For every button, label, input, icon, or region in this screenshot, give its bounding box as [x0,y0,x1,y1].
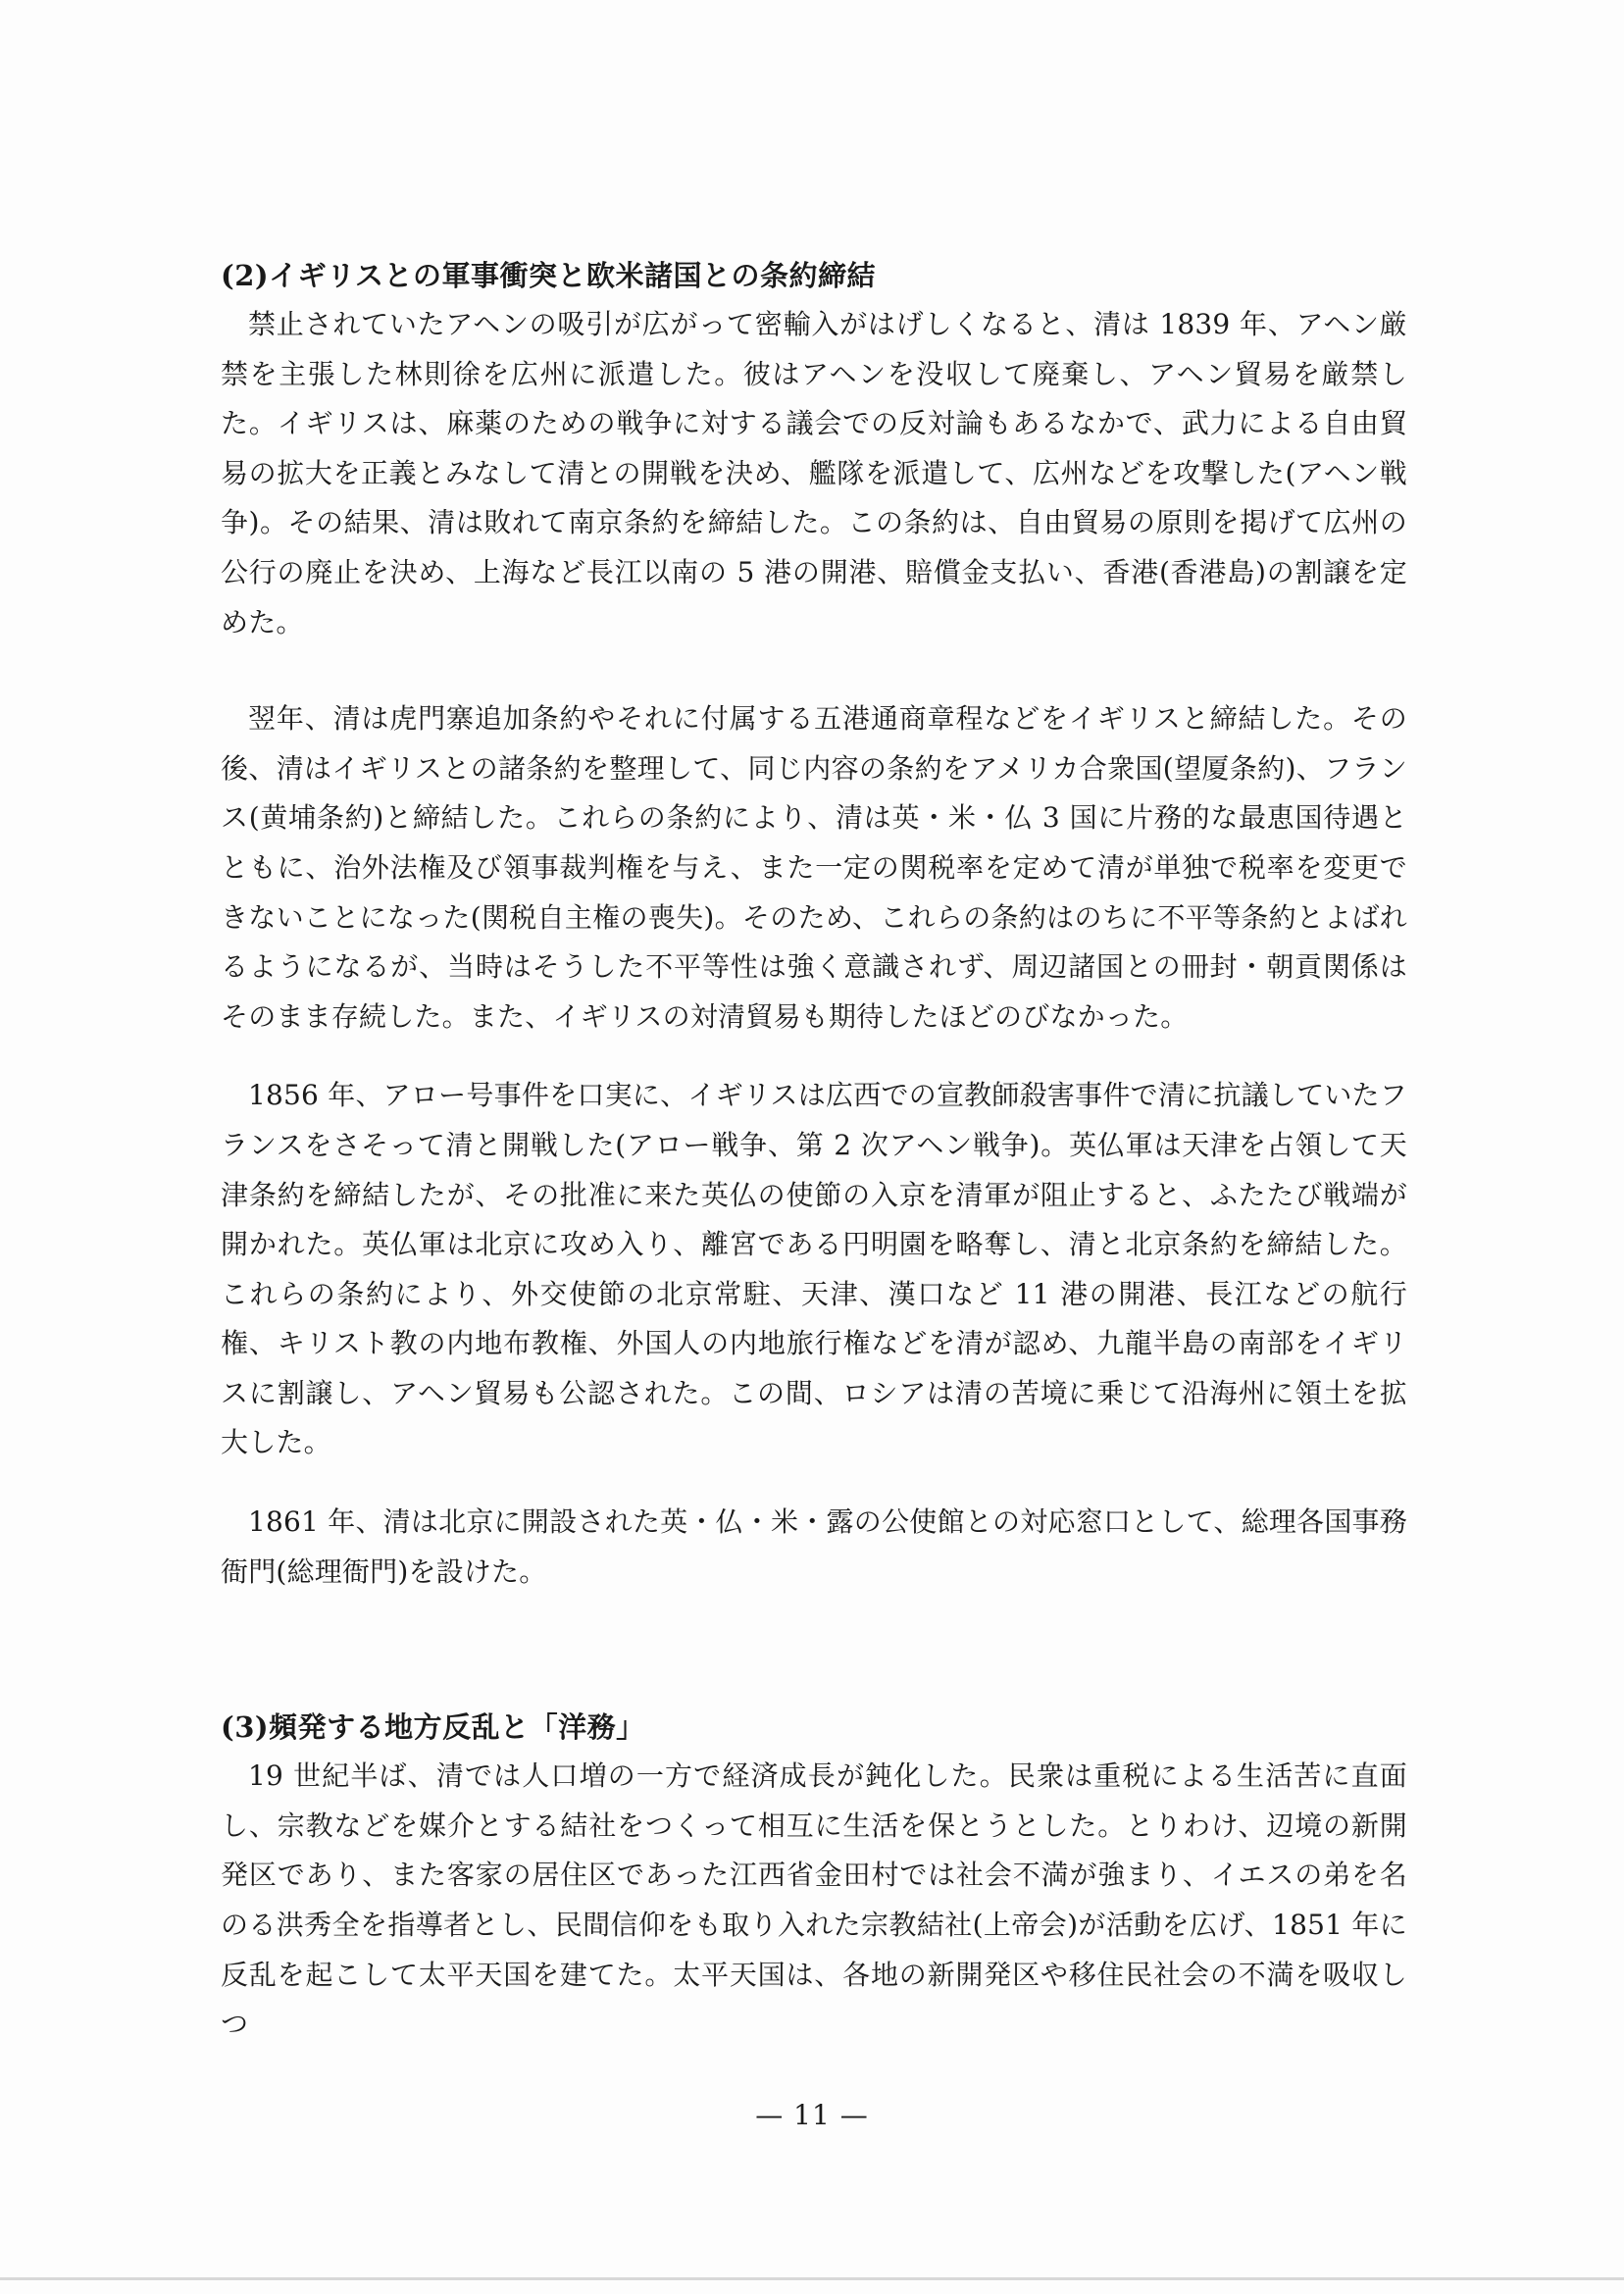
paragraph-arrow-war: 1856 年、アロー号事件を口実に、イギリスは広西での宣教師殺害事件で清に抗議していたフランスをさそって清と開戦した(アロー戦争、第 2 次アヘン戦争)。英仏軍は天津を占領して天津条約を締結したが、その批准に来た英仏の使節の入京を清軍が阻止すると、ふたたび戦端が開かれた。英仏軍は北京に攻め入り、離宮である円明園を略奪し、清と北京条約を締結した。これらの条約により、外交使節の北京常駐、天津、漢口など 11 港の開港、長江などの航行権、キリスト教の内地布教権、外国人の内地旅行権などを清が認め、九龍半島の南部をイギリスに割譲し、アヘン貿易も公認された。この間、ロシアは清の苦境に乗じて沿海州に領土を拡大した。 [221,1079,1407,1459]
paragraph-zongli-yamen: 1861 年、清は北京に開設された英・仏・米・露の公使館との対応窓口として、総理各国事務衙門(総理衙門)を設けた。 [221,1505,1407,1588]
paragraph-taiping: 19 世紀半ば、清では人口増の一方で経済成長が鈍化した。民衆は重税による生活苦に直面し、宗教などを媒介とする結社をつくって相互に生活を保とうとした。とりわけ、辺境の新開発区であり、また客家の居住区であった江西省金田村では社会不満が強まり、イエスの弟を名のる洪秀全を指導者とし、民間信仰をも取り入れた宗教結社(上帝会)が活動を広げ、1851 年に反乱を起こして太平天国を建てた。太平天国は、各地の新開発区や移住民社会の不満を吸収しつ [221,1759,1407,2041]
section-spacer [221,1597,1407,1703]
paragraph-spacer [221,1042,1407,1071]
paragraph-spacer [221,647,1407,694]
paragraph-spacer [221,1468,1407,1498]
document-body [221,251,1407,2050]
page-bottom-edge [0,2277,1624,2280]
page-number: — 11 — [755,2099,869,2131]
section-heading-2: (2)イギリスとの軍事衝突と欧米諸国との条約締結 [221,259,877,292]
section-heading-3: (3)頻発する地方反乱と「洋務」 [221,1710,645,1745]
paragraph-unequal-treaties: 翌年、清は虎門寨追加条約やそれに付属する五港通商章程などをイギリスと締結した。その後、清はイギリスとの諸条約を整理して、同じ内容の条約をアメリカ合衆国(望厦条約)、フランス(黄埔条約)と締結した。これらの条約により、清は英・米・仏 3 国に片務的な最恵国待遇とともに、治外法権及び領事裁判権を与え、また一定の関税率を定めて清が単独で税率を変更できないことになった(関税自主権の喪失)。そのため、これらの条約はのちに不平等条約とよばれるようになるが、当時はそうした不平等性は強く意識されず、周辺諸国との冊封・朝貢関係はそのまま存続した。また、イギリスの対清貿易も期待したほどのびなかった。 [221,702,1407,1033]
paragraph-opium-war: 禁止されていたアヘンの吸引が広がって密輸入がはげしくなると、清は 1839 年、アヘン厳禁を主張した林則徐を広州に派遣した。彼はアヘンを没収して廃棄し、アヘン貿易を厳禁した。イギリスは、麻薬のための戦争に対する議会での反対論もあるなかで、武力による自由貿易の拡大を正義とみなして清との開戦を決め、艦隊を派遣して、広州などを攻撃した(アヘン戦争)。その結果、清は敗れて南京条約を締結した。この条約は、自由貿易の原則を掲げて広州の公行の廃止を決め、上海など長江以南の 5 港の開港、賠償金支払い、香港(香港島)の割譲を定めた。 [221,308,1407,638]
